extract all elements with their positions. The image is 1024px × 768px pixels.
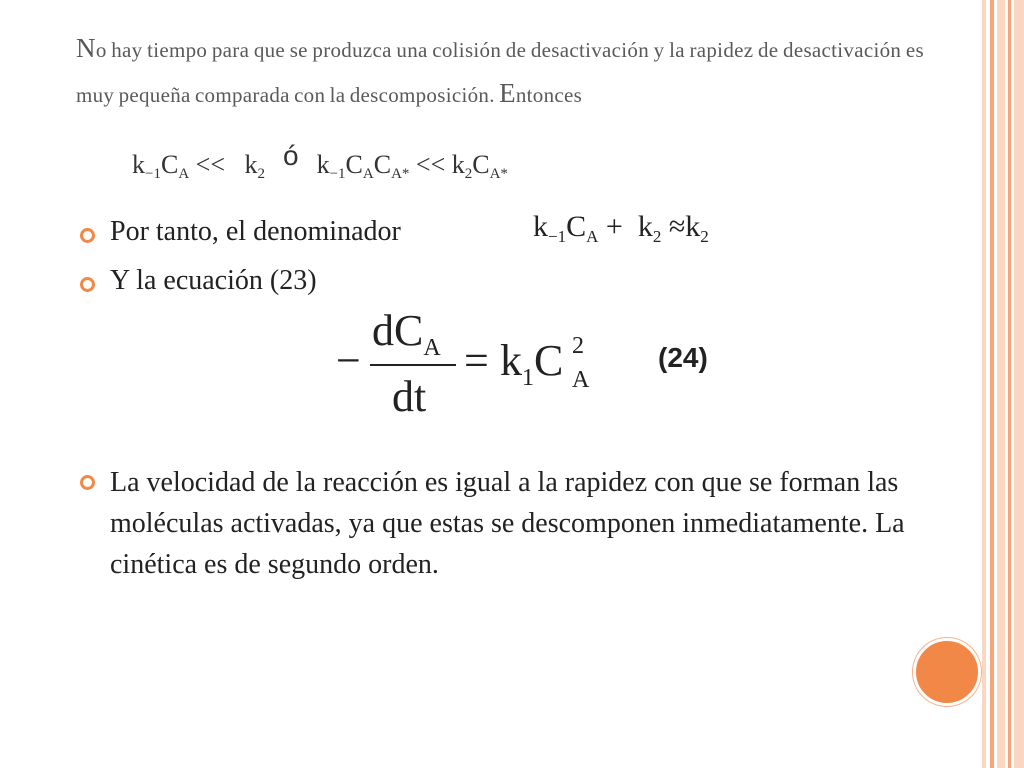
stripe-4 xyxy=(1008,0,1011,768)
title-word: con xyxy=(294,83,326,107)
title-word: hay xyxy=(111,38,143,62)
title-word: tiempo xyxy=(147,38,208,62)
fraction-denominator: dt xyxy=(392,372,427,421)
eq-subscript: A* xyxy=(391,166,410,182)
denominator-equation xyxy=(533,210,709,247)
eq-subscript: 2 xyxy=(700,227,709,246)
bullet-icon xyxy=(80,277,95,292)
eq-symbol: C xyxy=(160,150,179,179)
bullet-paragraph: La velocidad de la reacción es igual a la rapidez con que se forman las moléculas activadas, ya que estas se descomponen inmediatamente. La cinética es de segundo orden. xyxy=(110,467,905,580)
eq-symbol: C xyxy=(566,210,587,243)
title-word: N xyxy=(76,33,96,63)
eq-symbol: dC xyxy=(372,306,424,355)
bullet-icon xyxy=(80,475,95,490)
eq-operator: = xyxy=(464,336,489,385)
eq-subscript: A xyxy=(362,166,374,182)
equation-number: (24) xyxy=(658,342,708,373)
eq-symbol: k xyxy=(451,150,465,179)
title-word: muy xyxy=(76,83,115,107)
decorative-circle xyxy=(913,638,981,706)
eq-operator: + xyxy=(605,210,623,243)
title-word: desactivación xyxy=(530,38,650,62)
title-word: ntonces xyxy=(515,83,583,107)
eq-symbol: k xyxy=(500,336,522,385)
title-word: para xyxy=(211,38,250,62)
eq-symbol: C xyxy=(472,150,490,179)
stripe-2 xyxy=(990,0,994,768)
eq-symbol: k xyxy=(316,150,330,179)
title-word: de xyxy=(505,38,527,62)
eq-subscript: −1 xyxy=(145,166,161,182)
title-word: E xyxy=(499,78,516,108)
or-connector: ó xyxy=(282,140,299,171)
eq-subscript: −1 xyxy=(548,227,567,246)
eq-symbol: k xyxy=(244,150,258,179)
fraction-numerator xyxy=(372,305,441,362)
eq-subscript: A xyxy=(572,367,590,393)
stripe-5 xyxy=(1014,0,1024,768)
title-word: que xyxy=(253,38,286,62)
eq-subscript: −1 xyxy=(329,166,346,182)
title-word: produzca xyxy=(312,38,392,62)
eq-subscript: 2 xyxy=(652,227,662,246)
stripe-3 xyxy=(997,0,1005,768)
stripe-1 xyxy=(982,0,986,768)
eq-operator: ≈ xyxy=(668,210,686,243)
title-word: descomposición. xyxy=(349,83,495,107)
eq-superscript: 2 xyxy=(572,333,584,359)
rate-equation xyxy=(336,305,616,425)
eq-subscript: 2 xyxy=(464,166,473,182)
eq-symbol: C xyxy=(534,336,564,385)
eq-symbol: C xyxy=(345,150,363,179)
eq-symbol: k xyxy=(637,210,653,243)
eq-subscript: A xyxy=(586,227,599,246)
bullet-icon xyxy=(80,228,95,243)
fraction-bar xyxy=(370,364,456,366)
eq-symbol: k xyxy=(685,210,701,243)
eq-subscript: 2 xyxy=(257,166,265,182)
bullet-text: Por tanto, el denominador xyxy=(110,216,401,247)
title-word: pequeña xyxy=(118,83,191,107)
title-word: una xyxy=(396,38,428,62)
eq-symbol: C xyxy=(373,150,392,179)
inequality-equation xyxy=(132,140,508,183)
title-word: la xyxy=(669,38,685,62)
title-word: colisión xyxy=(432,38,502,62)
eq-operator: << xyxy=(195,150,225,179)
eq-subscript: A* xyxy=(489,166,508,182)
eq-symbol: k xyxy=(533,210,548,243)
rate-expression xyxy=(500,335,563,392)
eq-subscript: A xyxy=(178,166,190,182)
eq-subscript: 1 xyxy=(522,364,534,391)
title-word: y xyxy=(653,38,665,62)
title-word: o xyxy=(95,38,107,62)
slide-title xyxy=(76,28,924,118)
eq-subscript: A xyxy=(423,334,441,361)
title-word: la xyxy=(329,83,346,107)
title-word: comparada xyxy=(194,83,290,107)
bullet-text: Y la ecuación (23) xyxy=(110,265,317,296)
title-word: de xyxy=(757,38,779,62)
title-word: se xyxy=(289,38,308,62)
title-word: rapidez xyxy=(689,38,754,62)
eq-symbol: k xyxy=(132,150,145,179)
title-word: desactivación xyxy=(783,38,902,62)
eq-operator: << xyxy=(415,150,446,179)
title-word: es xyxy=(905,38,924,62)
eq-operator: − xyxy=(336,336,361,385)
